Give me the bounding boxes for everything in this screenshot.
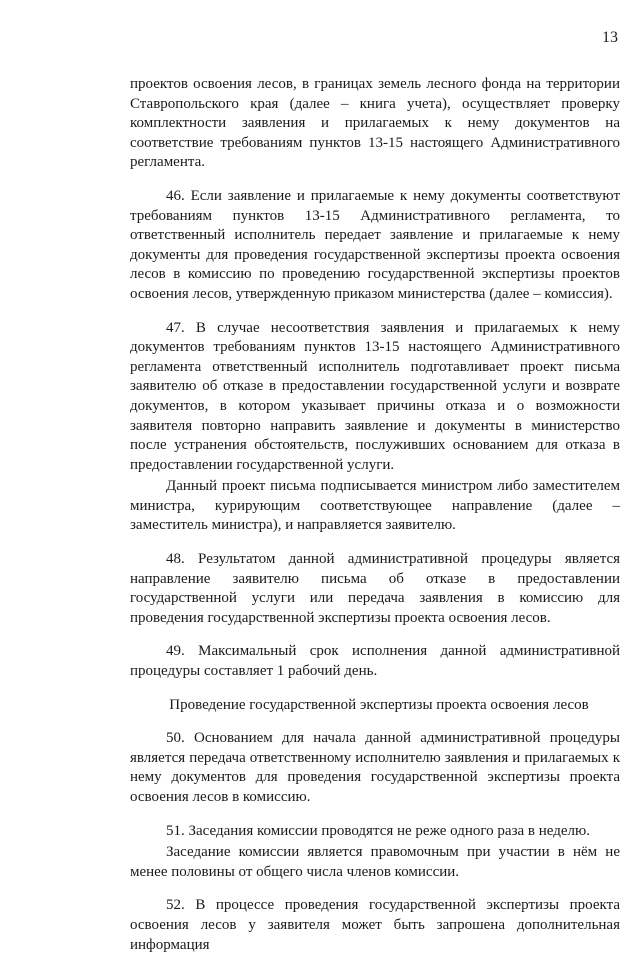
section-heading: Проведение государственной экспертизы проекта освоения лесов (169, 696, 589, 713)
paragraph-47-letter: Данный проект письма подписывается министром либо заместителем министра, курирующим соответствующее направление (далее – заместитель министра), и направляется заявителю. (130, 478, 620, 534)
page-number: 13 (602, 29, 618, 46)
paragraph-46: 46. Если заявление и прилагаемые к нему документы соответствуют требованиям пунктов 13-15 Административного регламента, то ответственный исполнитель передает заявление и прилагаемые к нему документы для проведения государственной экспертизы проекта освоения лесов в комиссию по проведению государственной экспертизы проектов освоения лесов, утвержденную приказом министерства (далее – комиссия). (130, 187, 620, 302)
paragraph-48: 48. Результатом данной административной процедуры является направление заявителю письма об отказе в предоставлении государственной услуги или передача заявления в комиссию для проведения государственной экспертизы проекта освоения лесов. (130, 551, 620, 626)
paragraph-51-quorum: Заседание комиссии является правомочным при участии в нём не менее половины от общего числа членов комиссии. (130, 844, 620, 880)
paragraph-continuation: проектов освоения лесов, в границах земель лесного фонда на территории Ставропольского края (далее – книга учета), осуществляет проверку комплектности заявления и прилагаемых к нему документов на соответствие требованиям пунктов 13-15 настоящего Административного регламента. (130, 76, 620, 171)
paragraph-51: 51. Заседания комиссии проводятся не реже одного раза в неделю. (166, 822, 590, 839)
paragraph-52: 52. В процессе проведения государственной экспертизы проекта освоения лесов у заявителя может быть запрошена дополнительная информация (130, 897, 620, 953)
paragraph-49: 49. Максимальный срок исполнения данной административной процедуры составляет 1 рабочий день. (130, 643, 620, 680)
document-body (130, 75, 620, 955)
paragraph-50: 50. Основанием для начала данной административной процедуры является передача ответственному исполнителю заявления и прилагаемых к нему документов для проведения государственной экспертизы проекта освоения лесов в комиссию. (130, 730, 620, 805)
paragraph-47: 47. В случае несоответствия заявления и прилагаемых к нему документов требованиям пунктов 13-15 настоящего Административного регламента ответственный исполнитель подготавливает проект письма заявителю об отказе в предоставлении государственной услуги и возврате документов, в котором указывает причины отказа и о возможности заявителя повторно направить заявление и документы в министерство после устранения обстоятельств, послуживших основанием для отказа в предоставлении государственной услуги. (130, 319, 620, 473)
